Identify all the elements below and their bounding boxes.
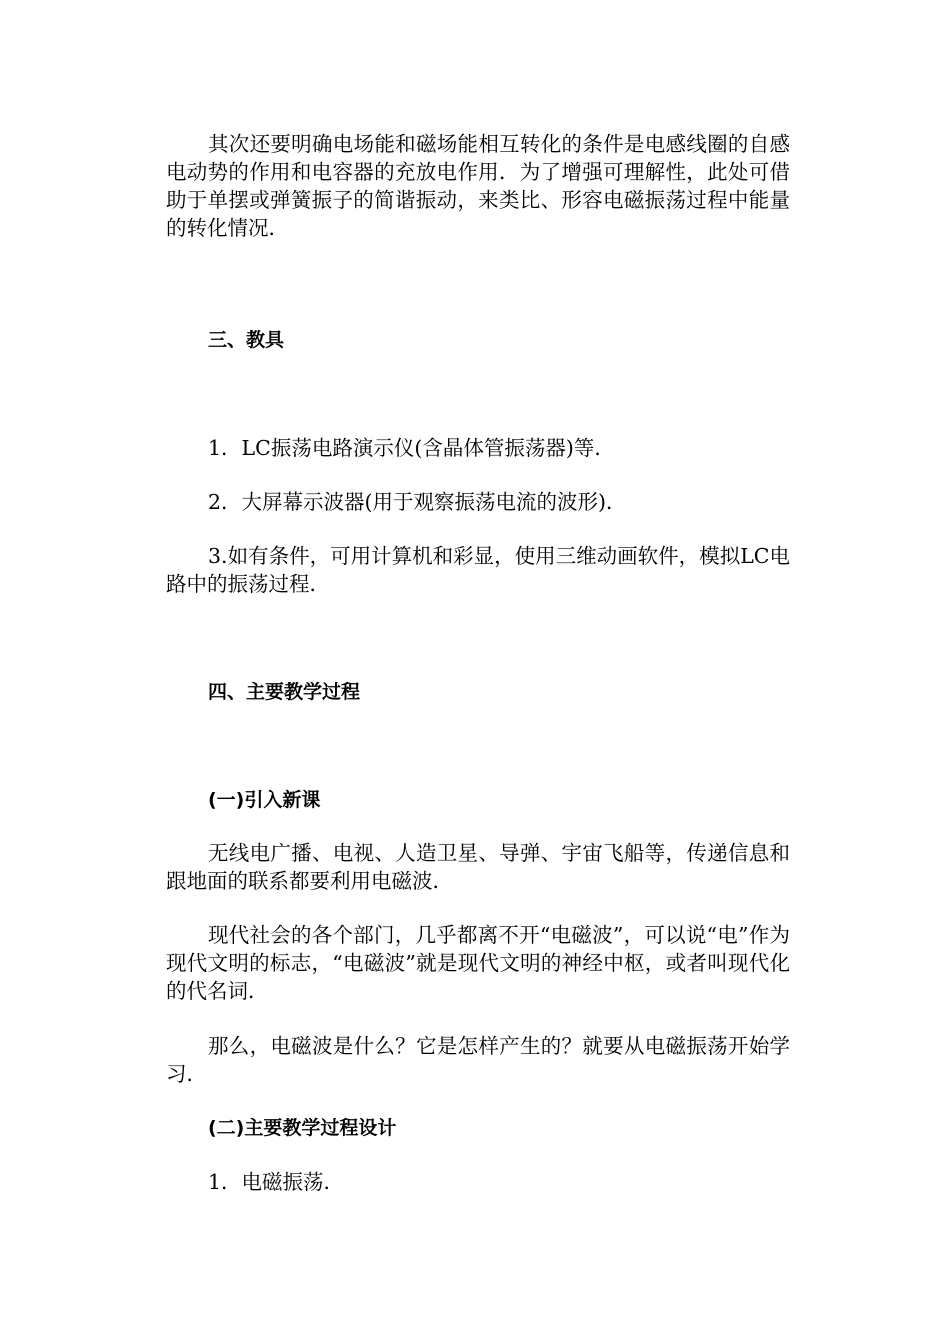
tools-item-1: 1．LC振荡电路演示仪(含晶体管振荡器)等． (208, 436, 615, 460)
heading-design: (二)主要教学过程设计 (208, 1117, 397, 1139)
tools-item-3: 3.如有条件，可用计算机和彩显，使用三维动画软件，模拟LC电路中的振荡过程． (166, 544, 790, 596)
paragraph-question: 那么，电磁波是什么？它是怎样产生的？就要从电磁振荡开始学习． (166, 1034, 790, 1086)
heading-intro: (一)引入新课 (208, 789, 321, 811)
heading-tools: 三、教具 (208, 329, 285, 351)
design-item-1: 1．电磁振荡． (208, 1170, 345, 1194)
tools-item-2: 2．大屏幕示波器(用于观察振荡电流的波形)． (208, 490, 627, 514)
paragraph-society: 现代社会的各个部门，几乎都离不开“电磁波”，可以说“电”作为现代文明的标志，“电磁波”就是现代文明的神经中枢，或者叫现代化的代名词． (166, 923, 790, 1003)
heading-process: 四、主要教学过程 (208, 681, 361, 703)
paragraph-conditions: 其次还要明确电场能和磁场能相互转化的条件是电感线圈的自感电动势的作用和电容器的充放电作用．为了增强可理解性，此处可借助于单摆或弹簧振子的简谐振动，来类比、形容电磁振荡过程中能量的转化情况． (166, 132, 790, 240)
paragraph-radio: 无线电广播、电视、人造卫星、导弹、宇宙飞船等，传递信息和跟地面的联系都要利用电磁波． (166, 841, 790, 893)
